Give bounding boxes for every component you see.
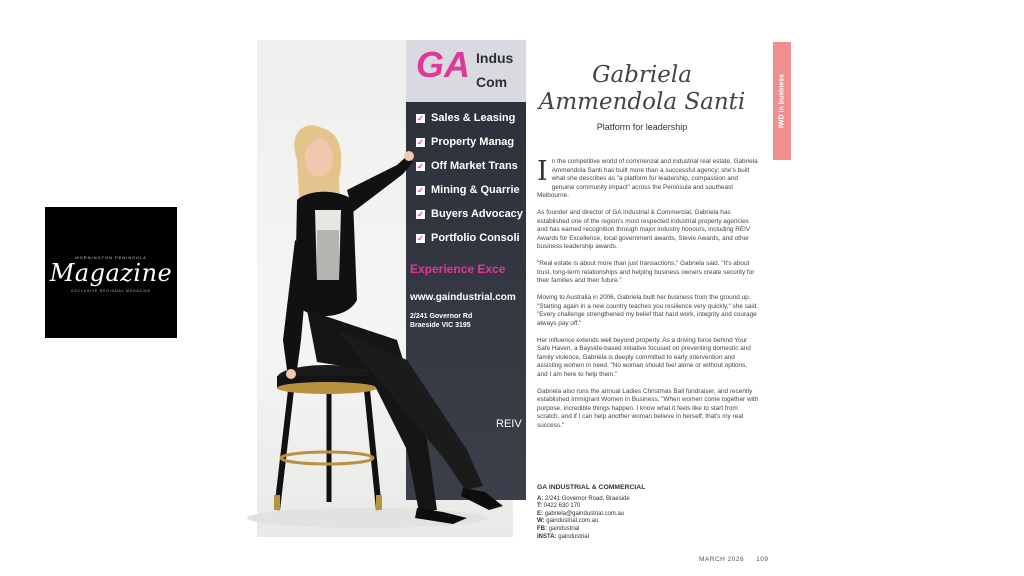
contact-email: E: gabriela@gaindustrial.com.au [537, 510, 625, 517]
article-paragraph: "Real estate is about more than just transactions," Gabriela said. "It's about trust, long-term relationships and helping business owners create security for their families and their future." [537, 260, 755, 284]
article-paragraph: Moving to Australia in 2006, Gabriela built her business from the ground up. "Starting again in a new country teaches you resilience very quickly," she said. "Every challenge strengthened my belief that hard work, integrity and courage always pay off." [537, 294, 759, 327]
article-paragraph: Gabriela also runs the annual Ladies Christmas Ball fundraiser, and recently established Immigrant Women in Business. "When women come together with purpose, incredible things happen. I know what it feels like to start from scratch, and if I can help another woman believe in herself, that's my real success." [537, 387, 759, 429]
contact-website: W: gaindustrial.com.au [537, 518, 599, 525]
banner-service-item: ✓ Off Market Trans [417, 160, 518, 172]
magazine-logo [45, 207, 177, 338]
banner-experience: Experience Exce [410, 262, 506, 276]
contact-facebook: FB: gaindustrial [537, 525, 580, 532]
woman-photo [257, 40, 513, 537]
section-tab-label: IWD in business [778, 73, 786, 129]
banner-title-line1: Indus [476, 50, 514, 66]
footer-issue: MARCH 2026 [699, 556, 745, 563]
page-footer [699, 556, 768, 563]
article-paragraph: Her influence extends well beyond property. As a driving force behind Your Safe Haven, a Bayside-based initiative focused on preventing domestic and family violence, Gabriela is deeply committed to early intervention and assisting women in need. "No woman should feel alone or without options, and I am here to help them." [537, 336, 751, 378]
section-tab [773, 42, 791, 160]
contact-instagram: INSTA: gaindustrial [537, 533, 589, 540]
contact-block [537, 484, 737, 541]
article-body [537, 158, 759, 439]
checkbox-icon: ✓ [417, 137, 424, 147]
reiv-logo: REIV [496, 418, 522, 430]
checkbox-icon: ✓ [417, 185, 424, 195]
banner-service-item: ✓ Buyers Advocacy [417, 208, 523, 220]
banner-ga-logo: GA [416, 44, 470, 85]
banner-service-item: ✓ Property Manag [417, 136, 515, 148]
logo-supertitle: MORNINGTON PENINSULA [75, 255, 147, 260]
checkbox-icon: ✓ [417, 209, 424, 219]
banner-title-line2: Com [476, 74, 508, 90]
article-title-line1: Gabriela [592, 62, 692, 88]
checkbox-icon: ✓ [417, 161, 424, 171]
article-subtitle: Platform for leadership [596, 122, 688, 132]
contact-heading: GA INDUSTRIAL & COMMERCIAL [537, 484, 646, 491]
article-title-line2: Ammendola Santi [538, 89, 746, 115]
banner-service-item: ✓ Portfolio Consoli [417, 232, 520, 244]
banner-service-item: ✓ Sales & Leasing [417, 112, 516, 124]
contact-phone: T: 0422 630 170 [537, 503, 581, 510]
checkbox-icon: ✓ [417, 233, 424, 243]
logo-subtitle: EXCLUSIVE REGIONAL MAGAZINE [71, 289, 151, 293]
photo-page [257, 40, 523, 537]
drop-cap: I [537, 156, 548, 187]
article-paragraph: In the competitive world of commercial and industrial real estate, Gabriela Ammendola Santi has built more than a successful agency; she's built what she describes as "a platform for leadership, compassion and genuine community impact" across the Peninsula and southeast Melbourne. [537, 156, 758, 199]
checkbox-icon: ✓ [417, 113, 424, 123]
page-number: 109 [756, 556, 769, 563]
article-paragraph: As founder and director of GA Industrial & Commercial, Gabriela has established one of the region's most respected industrial property agencies and has earned recognition through major industry honours, including REIV Awards for Excellence, local government awards, Stevie Awards, and other business leadership awards. [537, 209, 751, 250]
banner-website: www.gaindustrial.com [410, 292, 516, 303]
logo-wordmark: Magazine [49, 259, 173, 287]
banner-address: 2/241 Governor Rd Braeside VIC 3195 [410, 313, 473, 329]
contact-address: A: 2/241 Governor Road, Braeside [537, 495, 630, 502]
banner-service-item: ✓ Mining & Quarrie [417, 184, 520, 196]
